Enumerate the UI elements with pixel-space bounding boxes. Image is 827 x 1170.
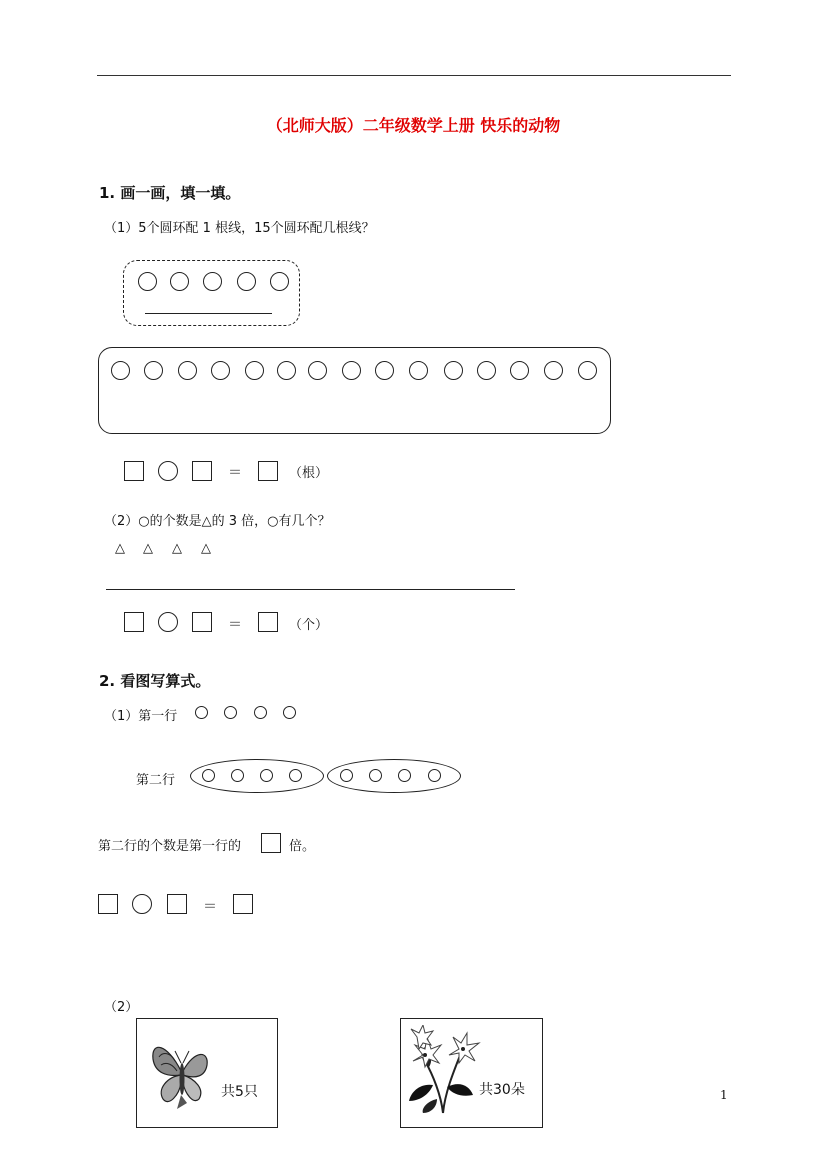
- multiple-sentence-end: 倍。: [289, 839, 316, 854]
- ring: [202, 769, 215, 782]
- page-title: （北师大版）二年级数学上册 快乐的动物: [266, 116, 561, 135]
- answer-box[interactable]: [124, 612, 144, 632]
- answer-box[interactable]: [258, 461, 278, 481]
- ring: [283, 706, 296, 719]
- butterfly-caption: 共5只: [221, 1084, 258, 1100]
- answer-box[interactable]: [258, 612, 278, 632]
- answer-box[interactable]: [192, 461, 212, 481]
- triangle: △: [172, 541, 182, 556]
- operator-circle[interactable]: [132, 894, 152, 914]
- q1-heading: 1. 画一画，填一填。: [99, 184, 241, 202]
- answer-box[interactable]: [233, 894, 253, 914]
- ring: [111, 361, 130, 380]
- ring-drawing-area[interactable]: [98, 347, 611, 434]
- butterfly-icon: [147, 1033, 217, 1111]
- multiple-sentence-start: 第二行的个数是第一行的: [98, 839, 242, 854]
- drawing-line[interactable]: [106, 589, 515, 590]
- equals-sign: ＝: [203, 899, 217, 915]
- ring: [245, 361, 264, 380]
- butterfly-card: [136, 1018, 278, 1128]
- ring: [170, 272, 189, 291]
- ring: [340, 769, 353, 782]
- flower-icon: [403, 1025, 483, 1115]
- ring: [144, 361, 163, 380]
- ring: [178, 361, 197, 380]
- ring: [254, 706, 267, 719]
- string-line: [145, 313, 272, 314]
- ring: [203, 272, 222, 291]
- q2-part2-label: （2）: [104, 1000, 139, 1015]
- dashed-ring-group: [123, 260, 300, 326]
- row2-label: 第二行: [136, 773, 176, 788]
- ring: [369, 769, 382, 782]
- page-number: 1: [720, 1088, 728, 1102]
- q2-heading: 2. 看图写算式。: [99, 672, 211, 690]
- equals-sign: ＝: [228, 617, 242, 633]
- answer-box[interactable]: [192, 612, 212, 632]
- answer-box[interactable]: [124, 461, 144, 481]
- ring: [544, 361, 563, 380]
- ring: [270, 272, 289, 291]
- triangle: △: [201, 541, 211, 556]
- unit-label: （个）: [289, 618, 329, 633]
- ring: [308, 361, 327, 380]
- q1-part2-text: （2）○的个数是△的 3 倍，○有几个？: [104, 514, 331, 529]
- multiple-answer-box[interactable]: [261, 833, 281, 853]
- answer-box[interactable]: [98, 894, 118, 914]
- unit-label: （根）: [289, 466, 329, 481]
- ring: [428, 769, 441, 782]
- header-rule: [97, 75, 731, 76]
- equals-sign: ＝: [228, 465, 242, 481]
- ring: [237, 272, 256, 291]
- triangle: △: [115, 541, 125, 556]
- ring: [409, 361, 428, 380]
- ring: [342, 361, 361, 380]
- ring: [578, 361, 597, 380]
- ring: [195, 706, 208, 719]
- ring: [277, 361, 296, 380]
- q1-part1-text: （1）5个圆环配 1 根线，15个圆环配几根线？: [104, 221, 375, 236]
- ring: [444, 361, 463, 380]
- ring: [289, 769, 302, 782]
- ring: [260, 769, 273, 782]
- operator-circle[interactable]: [158, 461, 178, 481]
- row1-label: （1）第一行: [104, 709, 178, 724]
- ring: [231, 769, 244, 782]
- ring: [398, 769, 411, 782]
- flower-caption: 共30朵: [479, 1082, 525, 1098]
- ring: [375, 361, 394, 380]
- ring: [224, 706, 237, 719]
- operator-circle[interactable]: [158, 612, 178, 632]
- ring: [510, 361, 529, 380]
- flower-card: [400, 1018, 543, 1128]
- answer-box[interactable]: [167, 894, 187, 914]
- triangle: △: [143, 541, 153, 556]
- ring: [211, 361, 230, 380]
- ring: [138, 272, 157, 291]
- ring: [477, 361, 496, 380]
